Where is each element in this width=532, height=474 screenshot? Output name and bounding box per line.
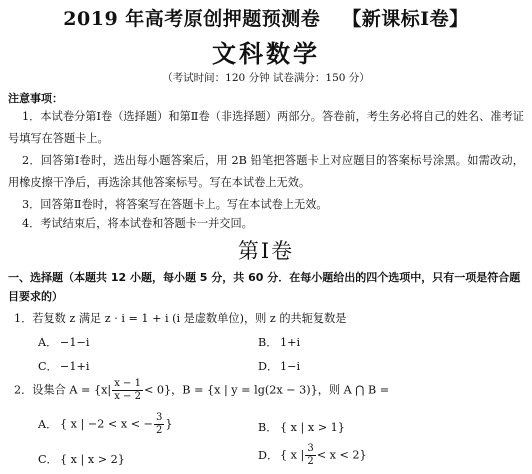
q2-option-a-text-a: { x | −2 < x < − bbox=[60, 417, 154, 431]
exam-title-tag: 【新课标Ⅰ卷】 bbox=[342, 8, 469, 30]
q2-option-d-num: 3 bbox=[307, 443, 314, 454]
q2-option-a-label: A． bbox=[38, 417, 58, 431]
q1-stem: 1．若复数 z 满足 z · i = 1 + i (i 是虚数单位)，则 z 的共轭复数是 bbox=[14, 312, 347, 325]
q2-option-d bbox=[258, 443, 367, 468]
q1-option-d bbox=[258, 358, 300, 374]
notice-item-1: 1．本试卷分第Ⅰ卷（选择题）和第Ⅱ卷（非选择题）两部分。答卷前，考生务必将自己的姓名、准考证号填写在答题卡上。 bbox=[8, 110, 524, 145]
q2-option-b-text: { x | x > 1} bbox=[280, 421, 345, 434]
q2-option-b-label: B． bbox=[258, 421, 278, 434]
exam-subject: 文科数学 bbox=[212, 39, 320, 68]
q2-option-c-text: { x | x > 2} bbox=[60, 453, 125, 466]
q1-option-c bbox=[38, 358, 89, 374]
notice-heading: 注意事项： bbox=[8, 92, 63, 105]
q1-option-b bbox=[258, 334, 300, 350]
q2-option-a bbox=[38, 412, 173, 437]
exam-title-main: 2019 年高考原创押题预测卷 bbox=[63, 8, 321, 30]
q1-option-b-label: B． bbox=[258, 336, 278, 349]
q2-option-d-label: D． bbox=[258, 448, 279, 462]
q2-option-d-text-a: { x | bbox=[280, 448, 305, 462]
choice-section-heading: 一、选择题（本题共 12 小题，每小题 5 分，共 60 分．在每小题给出的四个选项中，只有一项是符合题目要求的） bbox=[8, 271, 521, 303]
section-title: 第Ⅰ卷 bbox=[237, 239, 295, 263]
q1-option-c-text: −1+i bbox=[60, 360, 90, 373]
exam-title bbox=[0, 4, 532, 31]
notice-item-2: 2．回答第Ⅰ卷时，选出每小题答案后，用 2B 铅笔把答题卡上对应题目的答案标号涂黑。如需改动，用橡皮擦干净后，再选涂其他答案标号。写在本试卷上无效。 bbox=[8, 154, 524, 189]
q2-stem bbox=[14, 378, 389, 403]
q1-option-a bbox=[38, 334, 89, 350]
q2-option-c bbox=[38, 451, 125, 467]
q2-option-d-text-b: < x < 2} bbox=[316, 448, 367, 462]
notice-item-4: 4．考试结束后，将本试卷和答题卡一并交回。 bbox=[22, 217, 253, 230]
q2-fraction bbox=[112, 378, 143, 403]
q1-option-b-text: 1+i bbox=[280, 336, 301, 349]
q2-option-d-fraction bbox=[305, 443, 315, 468]
q1-option-c-label: C． bbox=[38, 360, 58, 373]
q2-option-a-fraction bbox=[154, 412, 164, 437]
q2-fraction-num: x − 1 bbox=[114, 378, 141, 389]
q2-option-d-den: 2 bbox=[307, 456, 314, 467]
notice-item-3: 3．回答第Ⅱ卷时，将答案写在答题卡上。写在本试卷上无效。 bbox=[22, 198, 328, 211]
q2-stem-part-b: < 0}，B = {x | y = lg(2x − 3)}，则 A ⋂ B = bbox=[143, 383, 390, 397]
q2-stem-part-a: 2．设集合 A = {x| bbox=[14, 383, 112, 397]
q1-option-d-label: D． bbox=[258, 360, 279, 373]
q2-fraction-den: x − 2 bbox=[114, 391, 141, 402]
q2-option-a-den: 2 bbox=[156, 425, 163, 436]
q1-option-a-text: −1−i bbox=[60, 336, 90, 349]
exam-meta: （考试时间：120 分钟 试卷满分：150 分） bbox=[162, 72, 370, 84]
q1-option-a-label: A． bbox=[38, 336, 58, 349]
q2-option-a-num: 3 bbox=[156, 412, 163, 423]
q2-option-b bbox=[258, 419, 345, 435]
q2-option-c-label: C． bbox=[38, 453, 58, 466]
q2-option-a-text-b: } bbox=[165, 417, 173, 431]
q1-option-d-text: 1−i bbox=[280, 360, 301, 373]
